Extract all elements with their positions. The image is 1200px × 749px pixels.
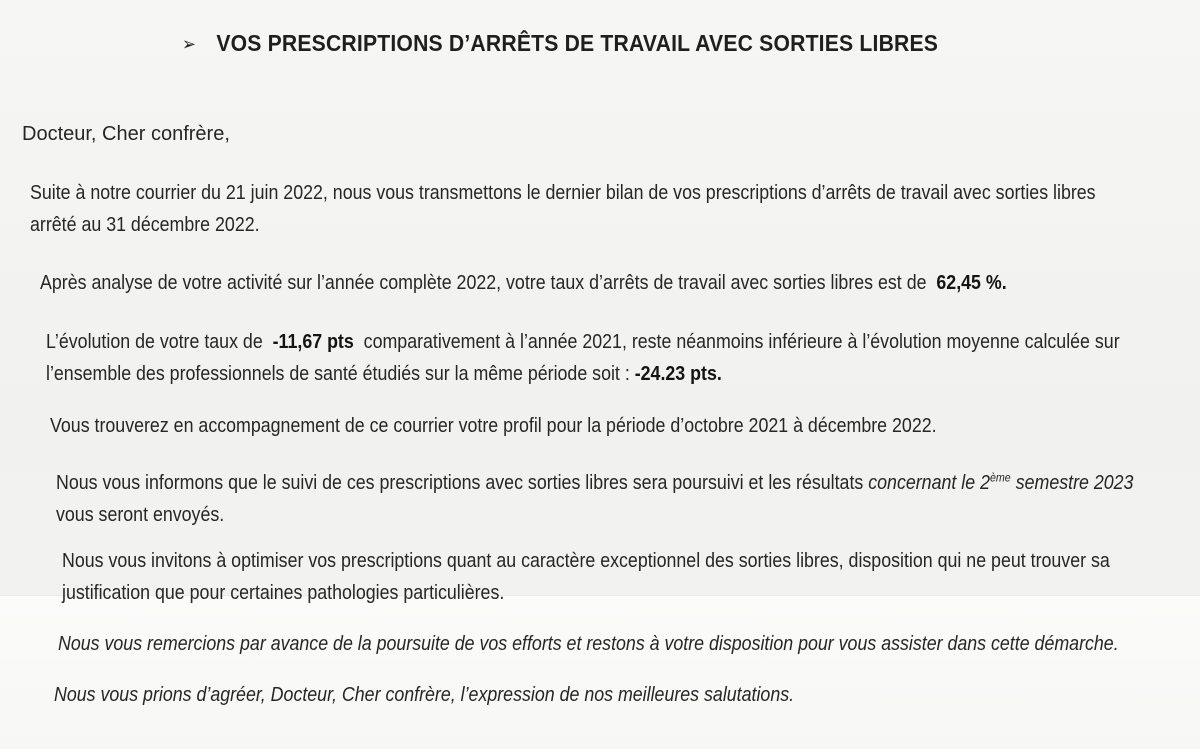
paragraph-follow-up-line-1 bbox=[56, 467, 1133, 499]
paragraph-evolution-line-2 bbox=[46, 358, 1120, 390]
paragraph-optimize-line-2: justification que pour certaines pathologies particulières. bbox=[62, 582, 505, 604]
paragraph-thanks: Nous vous remercions par avance de la poursuite de vos efforts et restons à votre disposition pour vous assister dans cette démarche. bbox=[58, 633, 1119, 655]
follow-up-text: Nous vous informons que le suivi de ces prescriptions avec sorties libres sera poursuivi et les résultats bbox=[56, 472, 864, 494]
closing-salutation: Nous vous prions d’agréer, Docteur, Cher confrère, l’expression de nos meilleures salutations. bbox=[54, 684, 795, 706]
paragraph-rate bbox=[40, 267, 1007, 299]
rate-change-value: -11,67 pts bbox=[272, 331, 354, 353]
paragraph-evolution bbox=[46, 326, 1120, 390]
paragraph-evolution-line-1 bbox=[46, 326, 1120, 358]
title-text: VOS PRESCRIPTIONS D’ARRÊTS DE TRAVAIL AVEC SORTIES LIBRES bbox=[216, 30, 939, 56]
semester-text bbox=[868, 472, 1133, 494]
paragraph-intro-line-1: Suite à notre courrier du 21 juin 2022, nous vous transmettons le dernier bilan de vos prescriptions d’arrêts de travail avec sorties libres bbox=[30, 182, 1096, 204]
average-change-value: -24.23 pts. bbox=[634, 363, 722, 385]
paragraph-intro-line-2: arrêté au 31 décembre 2022. bbox=[30, 214, 260, 236]
paper-fold-shadow bbox=[0, 596, 1200, 749]
ordinal-superscript: ème bbox=[989, 470, 1011, 485]
rate-value: 62,45 %. bbox=[936, 272, 1007, 294]
arrow-bullet-icon: ➢ bbox=[182, 34, 197, 55]
paragraph-profile: Vous trouverez en accompagnement de ce courrier votre profil pour la période d’octobre 2021 à décembre 2022. bbox=[50, 415, 937, 437]
semester-year: semestre 2023 bbox=[1015, 472, 1134, 494]
paragraph-follow-up-line-2: vous seront envoyés. bbox=[56, 504, 225, 526]
semester-prefix: concernant le 2 bbox=[868, 472, 990, 494]
evolution-intro: L’évolution de votre taux de bbox=[46, 331, 263, 353]
document-title bbox=[182, 30, 938, 57]
paragraph-optimize-line-1: Nous vous invitons à optimiser vos prescriptions quant au caractère exceptionnel des sorties libres, disposition qui ne peut trouver sa bbox=[62, 550, 1110, 572]
evolution-average-text: l’ensemble des professionnels de santé étudiés sur la même période soit : bbox=[46, 363, 630, 385]
paragraph-intro bbox=[30, 177, 1096, 241]
greeting: Docteur, Cher confrère, bbox=[22, 123, 230, 145]
paragraph-optimize bbox=[62, 545, 1110, 609]
rate-sentence: Après analyse de votre activité sur l’année complète 2022, votre taux d’arrêts de travail avec sorties libres est de bbox=[40, 272, 927, 294]
paragraph-follow-up bbox=[56, 467, 1133, 531]
evolution-comparison: comparativement à l’année 2021, reste néanmoins inférieure à l’évolution moyenne calculée sur bbox=[363, 331, 1120, 353]
